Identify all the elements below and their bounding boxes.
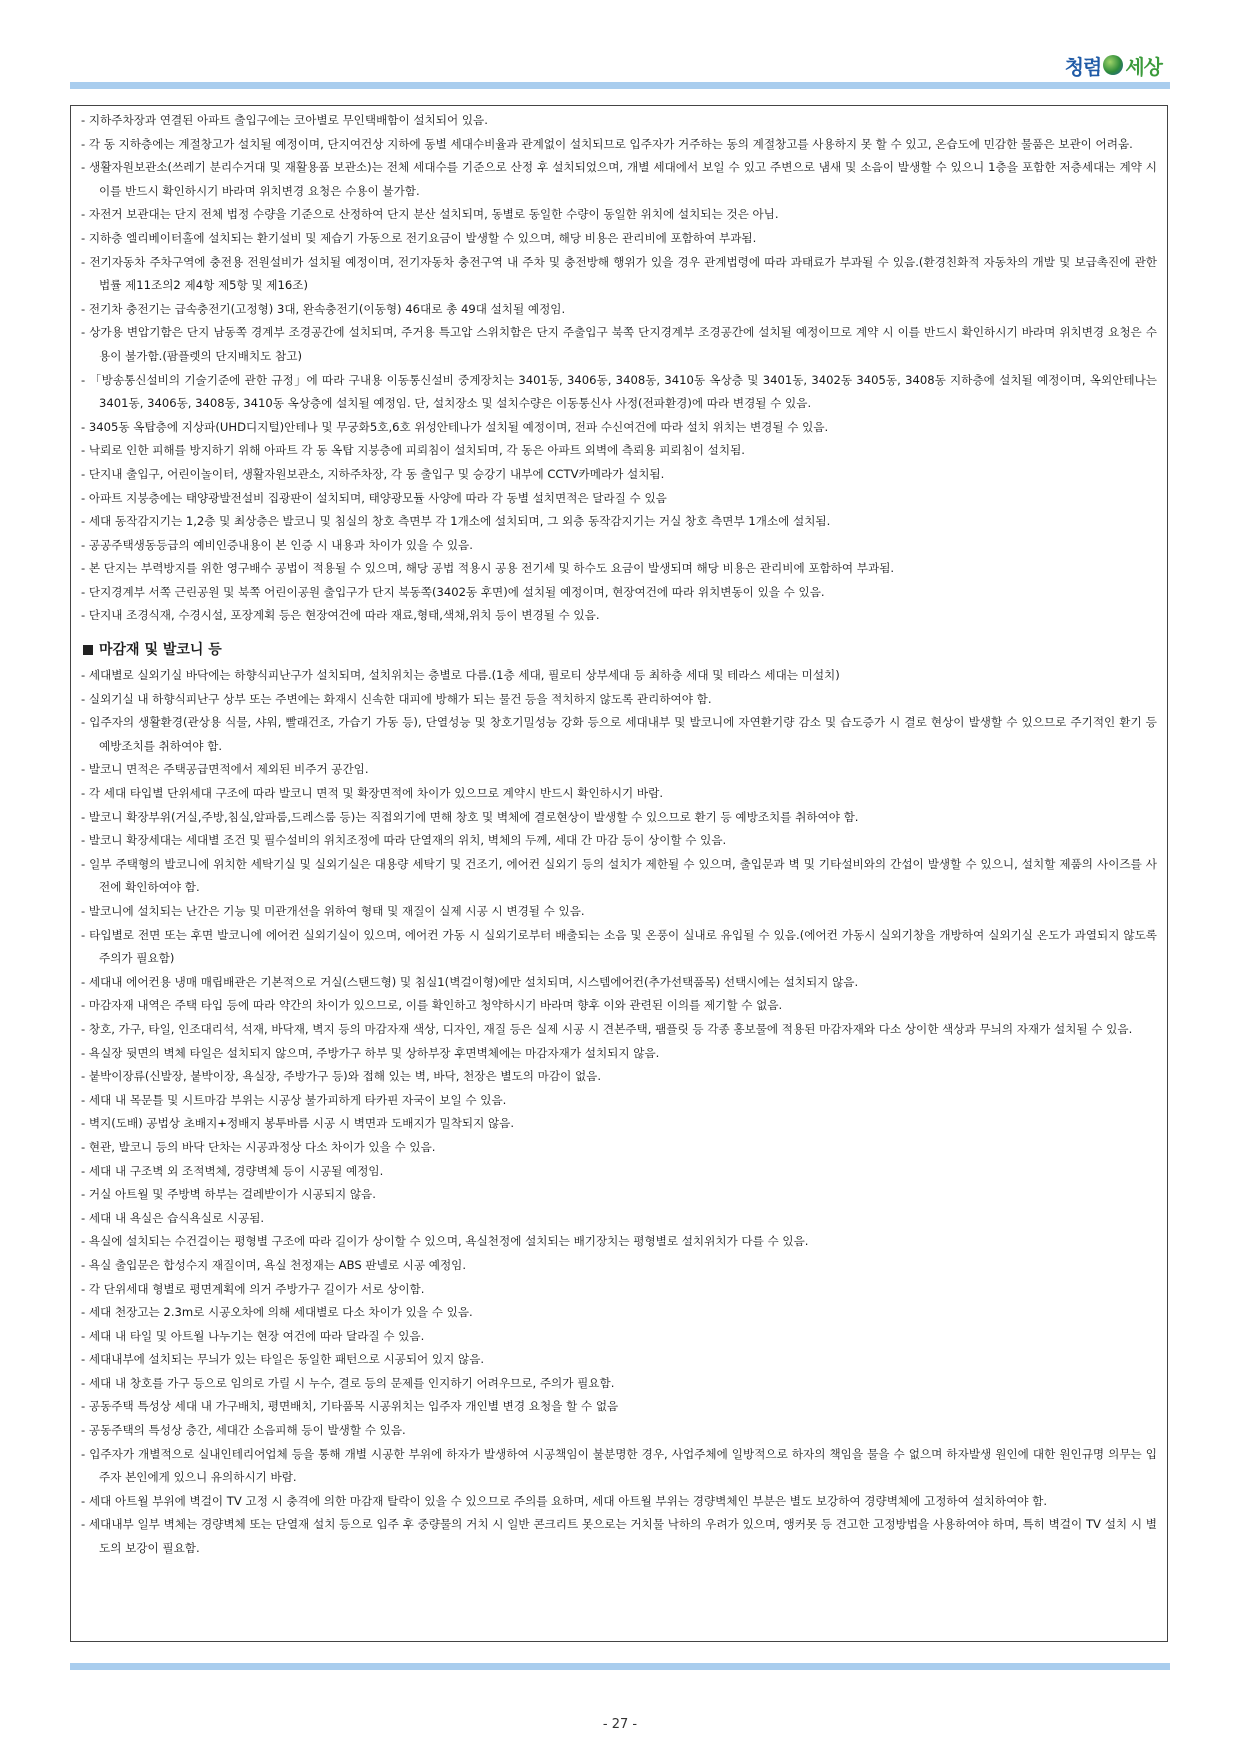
list-item: - 입주자의 생활환경(관상용 식물, 샤워, 빨래건조, 가습기 가동 등), 단열성능 및 창호기밀성능 강화 등으로 세대내부 및 발코니에 자연환기량 감소 및 습도증가 시 결로 현상이 발생할 수 있으므로 주기적인 환기 등 예방조치를 취하여야 함. [81, 715, 1157, 753]
list-item: - 욕실장 뒷면의 벽체 타일은 설치되지 않으며, 주방가구 하부 및 상하부장 후면벽체에는 마감자재가 설치되지 않음. [81, 1045, 660, 1060]
list-item: - 세대내부 일부 벽체는 경량벽체 또는 단열재 설치 등으로 입주 후 중량물의 거치 시 일반 콘크리트 못으로는 거치물 낙하의 우려가 있으며, 앵커못 등 견고한 고정방법을 사용하여야 하며, 특히 벽걸이 TV 설치 시 별도의 보강이 필요함. [81, 1517, 1157, 1556]
list-item: - 마감자재 내역은 주택 타입 등에 따라 약간의 차이가 있으므로, 이를 확인하고 청약하시기 바라며 향후 이와 관련된 이의를 제기할 수 없음. [81, 998, 783, 1013]
list-item: - 각 단위세대 형별로 평면계획에 의거 주방가구 길이가 서로 상이함. [81, 1281, 425, 1296]
bottom-divider-bar [70, 1663, 1170, 1670]
list-item: - 「방송통신설비의 기술기준에 관한 규정」에 따라 구내용 이동통신설비 중계장치는 3401동, 3406동, 3408동, 3410동 옥상층 및 3401동, 3402동 3405동, 3408동 지하층에 설치될 예정이며, 옥외안테나는 3401동, 3406동, 3408동, 3410동 옥상층에 설치될 예정임. 단, 설치장소 및 설치수량은 이동통신사 사정(전파환경)에 따라 변경될 수 있음. [81, 372, 1157, 411]
content-box [70, 105, 1168, 1642]
list-item: - 세대별로 실외기실 바닥에는 하향식피난구가 설치되며, 설치위치는 층별로 다름.(1층 세대, 필로티 상부세대 등 최하층 세대 및 테라스 세대는 미설치) [81, 668, 840, 683]
list-item: - 단지내 조경식재, 수경시설, 포장계획 등은 현장여건에 따라 재료,형태,색채,위치 등이 변경될 수 있음. [81, 608, 600, 623]
list-item: - 입주자가 개별적으로 실내인테리어업체 등을 통해 개별 시공한 부위에 하자가 발생하여 시공책임이 불분명한 경우, 사업주체에 일방적으로 하자의 책임을 물을 수 없으며 하자발생 원인에 대한 원인규명 의무는 입주자 본인에게 있으니 유의하시기 바람. [81, 1446, 1157, 1485]
list-item: - 세대 내 창호를 가구 등으로 임의로 가릴 시 누수, 결로 등의 문제를 인지하기 어려우므로, 주의가 필요함. [81, 1375, 615, 1390]
list-item: - 전기차 충전기는 급속충전기(고정형) 3대, 완속충전기(이동형) 46대로 총 49대 설치될 예정임. [81, 301, 566, 316]
list-item: - 공공주택생동등급의 예비인증내용이 본 인증 시 내용과 차이가 있을 수 있음. [81, 537, 473, 552]
list-item: - 벽지(도배) 공법상 초배지+정배지 봉투바름 시공 시 벽면과 도배지가 밀착되지 않음. [81, 1116, 515, 1131]
globe-icon [1103, 55, 1123, 75]
list-item: - 지하주차장과 연결된 아파트 출입구에는 코아별로 무인택배함이 설치되어 있음. [81, 113, 488, 127]
list-item: - 단지내 출입구, 어린이놀이터, 생활자원보관소, 지하주차장, 각 동 출입구 및 승강기 내부에 CCTV카메라가 설치됨. [81, 466, 665, 481]
top-divider-bar [70, 82, 1170, 89]
logo-text-1: 청렴 [1064, 54, 1102, 79]
list-item: - 세대내부에 설치되는 무늬가 있는 타일은 동일한 패턴으로 시공되어 있지 않음. [81, 1352, 485, 1367]
list-item: - 아파트 지붕층에는 태양광발전설비 집광판이 설치되며, 태양광모듈 사양에 따라 각 동별 설치면적은 달라질 수 있음 [81, 490, 667, 505]
logo-text-2: 세상 [1125, 54, 1162, 79]
list-item: - 낙뢰로 인한 피해를 방지하기 위해 아파트 각 동 옥탑 지붕층에 피뢰침이 설치되며, 각 동은 아파트 외벽에 측뢰용 피뢰침이 설치됨. [81, 443, 745, 458]
list-item: - 세대 내 욕실은 습식욕실로 시공됨. [81, 1210, 265, 1225]
list-item: - 전기자동차 주차구역에 충전용 전원설비가 설치될 예정이며, 전기자동차 충전구역 내 주차 및 충전방해 행위가 있을 경우 관계법령에 따라 과태료가 부과될 수 있음.(환경친화적 자동차의 개발 및 보급촉진에 관한 법률 제11조의2 제4항 제5항 및 제16조) [81, 254, 1157, 293]
list-item: - 발코니 면적은 주택공급면적에서 제외된 비주거 공간임. [81, 762, 369, 777]
list-item: - 자전거 보관대는 단지 전체 법정 수량을 기준으로 산정하여 단지 분산 설치되며, 동별로 동일한 수량이 동일한 위치에 설치되는 것은 아님. [81, 207, 779, 222]
list-item: - 세대 동작감지기는 1,2층 및 최상층은 발코니 및 침실의 창호 측면부 각 1개소에 설치되며, 그 외층 동작감지기는 거실 창호 측면부 1개소에 설치됨. [81, 514, 831, 529]
list-item: - 창호, 가구, 타일, 인조대리석, 석재, 바닥재, 벽지 등의 마감자재 색상, 디자인, 재질 등은 실제 시공 시 견본주택, 팸플릿 등 각종 홍보물에 적용된 마감자재와 다소 상이한 색상과 무늬의 자재가 설치될 수 있음. [81, 1021, 1133, 1036]
list-item: - 지하층 엘리베이터홀에 설치되는 환기설비 및 제습기 가동으로 전기요금이 발생할 수 있으며, 해당 비용은 관리비에 포함하여 부과됨. [81, 230, 757, 245]
list-item: - 생활자원보관소(쓰레기 분리수거대 및 재활용품 보관소)는 전체 세대수를 기준으로 산정 후 설치되었으며, 개별 세대에서 보일 수 있고 주변으로 냄새 및 소음이 발생할 수 있으니 1층을 포함한 저층세대는 계약 시 이를 반드시 확인하시기 바라며 위치변경 요청은 수용이 불가함. [81, 160, 1157, 198]
list-item: - 세대 천장고는 2.3m로 시공오차에 의해 세대별로 다소 차이가 있을 수 있음. [81, 1305, 473, 1320]
list-item: - 현관, 발코니 등의 바닥 단차는 시공과정상 다소 차이가 있을 수 있음. [81, 1139, 436, 1154]
list-item: - 타입별로 전면 또는 후면 발코니에 에어컨 실외기실이 있으며, 에어컨 가동 시 실외기로부터 배출되는 소음 및 온풍이 실내로 유입될 수 있음.(에어컨 가동시 실외기창을 개방하여 실외기실 온도가 과열되지 않도록 주의가 필요함) [81, 927, 1157, 966]
list-item: - 거실 아트월 및 주방벽 하부는 걸레받이가 시공되지 않음. [81, 1187, 376, 1202]
section2-list [81, 664, 1157, 1561]
list-item: - 세대 내 타일 및 아트월 나누기는 현장 여건에 따라 달라질 수 있음. [81, 1328, 425, 1343]
list-item: - 발코니 확장세대는 세대별 조건 및 필수설비의 위치조정에 따라 단열재의 위치, 벽체의 두께, 세대 간 마감 등이 상이할 수 있음. [81, 833, 727, 848]
section1-list [81, 109, 1157, 628]
list-item: - 욕실에 설치되는 수건걸이는 평형별 구조에 따라 길이가 상이할 수 있으며, 욕실천정에 설치되는 배기장치는 평형별로 설치위치가 다를 수 있음. [81, 1234, 809, 1249]
header-logo [1065, 48, 1162, 82]
list-item: - 본 단지는 부력방지를 위한 영구배수 공법이 적용될 수 있으며, 해당 공법 적용시 공용 전기세 및 하수도 요금이 발생되며 해당 비용은 관리비에 포함하여 부과됨. [81, 561, 895, 576]
list-item: - 세대내 에어컨용 냉매 매립배관은 기본적으로 거실(스탠드형) 및 침실1(벽걸이형)에만 설치되며, 시스템에어컨(추가선택품목) 선택시에는 설치되지 않음. [81, 974, 859, 989]
list-item: - 각 세대 타입별 단위세대 구조에 따라 발코니 면적 및 확장면적에 차이가 있으므로 계약시 반드시 확인하시기 바람. [81, 786, 664, 801]
list-item: - 발코니에 설치되는 난간은 기능 및 미관개선을 위하여 형태 및 재질이 실제 시공 시 변경될 수 있음. [81, 904, 585, 918]
list-item: - 발코니 확장부위(거실,주방,침실,알파룸,드레스룸 등)는 직접외기에 면해 창호 및 벽체에 결로현상이 발생할 수 있으므로 환기 등 예방조치를 취하여야 함. [81, 809, 859, 824]
list-item: - 공동주택 특성상 세대 내 가구배치, 평면배치, 기타품목 시공위치는 입주자 개인별 변경 요청을 할 수 없음 [81, 1399, 619, 1414]
list-item: - 욕실 출입문은 합성수지 재질이며, 욕실 천정재는 ABS 판넬로 시공 예정임. [81, 1257, 467, 1272]
list-item: - 공동주택의 특성상 층간, 세대간 소음피해 등이 발생할 수 있음. [81, 1423, 406, 1438]
section-heading [83, 638, 1157, 662]
list-item: - 세대 내 목문틀 및 시트마감 부위는 시공상 불가피하게 타카핀 자국이 보일 수 있음. [81, 1092, 507, 1107]
list-item: - 세대 내 구조벽 외 조적벽체, 경량벽체 등이 시공될 예정임. [81, 1163, 384, 1178]
list-item: - 세대 아트월 부위에 벽걸이 TV 고정 시 충격에 의한 마감재 탈락이 있을 수 있으므로 주의를 요하며, 세대 아트월 부위는 경량벽체인 부분은 별도 보강하여 경량벽체에 고정하여 설치하여야 함. [81, 1493, 1048, 1508]
list-item: - 실외기실 내 하향식피난구 상부 또는 주변에는 화재시 신속한 대피에 방해가 되는 물건 등을 적치하지 않도록 관리하여야 함. [81, 691, 712, 706]
square-bullet-icon [83, 645, 93, 655]
list-item: - 3405동 옥탑층에 지상파(UHD디지털)안테나 및 무궁화5호,6호 위성안테나가 설치될 예정이며, 전파 수신여건에 따라 설치 위치는 변경될 수 있음. [81, 419, 829, 434]
list-item: - 상가용 변압기함은 단지 남동쪽 경계부 조경공간에 설치되며, 주거용 특고압 스위치함은 단지 주출입구 북쪽 단지경계부 조경공간에 설치될 예정이므로 계약 시 이를 반드시 확인하시기 바라며 위치변경 요청은 수용이 불가함.(팜플렛의 단지배치도 참고) [81, 325, 1157, 363]
list-item: - 단지경계부 서쪽 근린공원 및 북쪽 어린이공원 출입구가 단지 북동쪽(3402동 후면)에 설치될 예정이며, 현장여건에 따라 위치변동이 있을 수 있음. [81, 584, 825, 599]
list-item: - 붙박이장류(신발장, 붙박이장, 욕실장, 주방가구 등)와 접해 있는 벽, 바닥, 천장은 별도의 마감이 없음. [81, 1069, 602, 1084]
list-item: - 각 동 지하층에는 계절창고가 설치될 예정이며, 단지여건상 지하에 동별 세대수비율과 관계없이 설치되므로 입주자가 거주하는 동의 계절창고를 사용하지 못 할 수 있고, 온습도에 민감한 물품은 보관이 어려움. [81, 136, 1133, 151]
list-item: - 일부 주택형의 발코니에 위치한 세탁기실 및 실외기실은 대용량 세탁기 및 건조기, 에어컨 실외기 등의 설치가 제한될 수 있으며, 출입문과 벽 및 기타설비와의 간섭이 발생할 수 있으니, 설치할 제품의 사이즈를 사전에 확인하여야 함. [81, 856, 1157, 895]
page-number: - 27 - [602, 1717, 638, 1732]
section-title: 마감재 및 발코니 등 [99, 642, 222, 659]
